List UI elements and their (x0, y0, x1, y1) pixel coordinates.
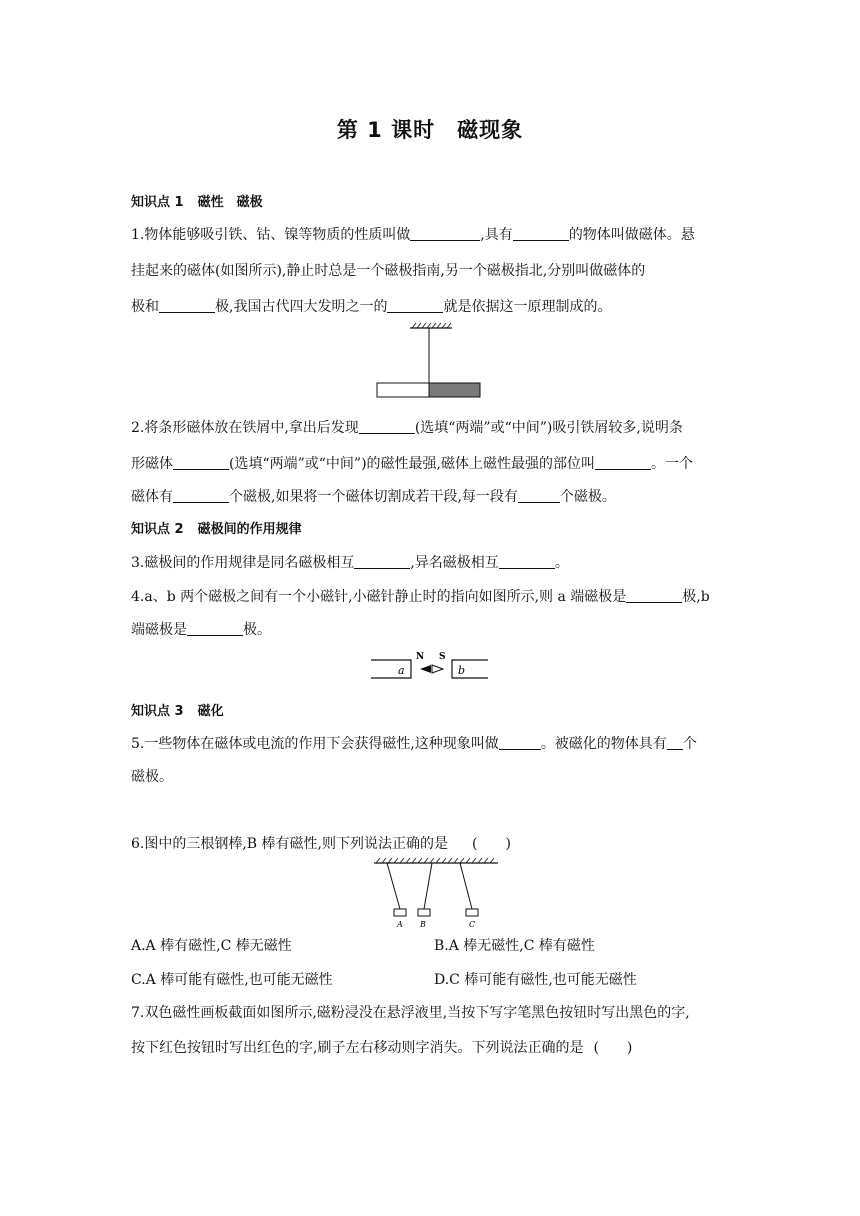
q6-option-b[interactable]: B.A 棒无磁性,C 棒有磁性 (434, 938, 595, 954)
answer-blank[interactable] (173, 488, 229, 503)
q3-line (131, 552, 731, 572)
section-name: 磁化 (197, 704, 224, 719)
answer-blank[interactable] (173, 455, 229, 470)
text: 个磁极,如果将一个磁体切割成若干段,每一段有 (229, 489, 518, 505)
q1-line-3 (131, 296, 731, 316)
text: 磁体有 (131, 489, 173, 505)
answer-blank[interactable] (626, 588, 682, 603)
text: ,异名磁极相互 (410, 555, 499, 571)
bar-a (394, 909, 406, 916)
bar-c-label: C (469, 920, 476, 929)
answer-blank[interactable] (410, 226, 480, 241)
section-heading-2 (131, 518, 302, 537)
text: 1.物体能够吸引铁、钴、镍等物质的性质叫做 (131, 227, 411, 243)
q6-option-d[interactable]: D.C 棒可能有磁性,也可能无磁性 (434, 972, 637, 988)
title-topic: 磁现象 (457, 118, 524, 142)
needle-north-half (420, 665, 431, 673)
text: (选填“两端”或“中间”)吸引铁屑较多,说明条 (414, 420, 683, 436)
suspended-magnet-figure (370, 322, 490, 402)
needle-south-half (432, 665, 443, 673)
text: 按下红色按钮时写出红色的字,刷子左右移动则字消失。下列说法正确的是 (131, 1040, 584, 1056)
text: 。一个 (651, 456, 694, 472)
q7-line-2 (131, 1037, 731, 1057)
text: 形磁体 (131, 456, 173, 472)
answer-blank[interactable] (359, 419, 415, 434)
q1-line-2 (131, 260, 731, 280)
text: 7.双色磁性画板截面如图所示,磁粉浸没在悬浮液里,当按下写字笔黑色按钮时写出黑色的字, (131, 1005, 690, 1021)
text: 4.a、b 两个磁极之间有一个小磁针,小磁针静止时的指向如图所示,则 a 端磁极是 (131, 589, 627, 605)
string-c (460, 863, 472, 909)
q6-option-a[interactable]: A.A 棒有磁性,C 棒无磁性 (131, 938, 292, 954)
text: 磁极。 (131, 769, 173, 785)
text: 5.一些物体在磁体或电流的作用下会获得磁性,这种现象叫做 (131, 736, 499, 752)
q5-line-2 (131, 766, 731, 786)
text: 个磁极。 (559, 489, 616, 505)
answer-blank[interactable] (499, 735, 541, 750)
text: 就是依据这一原理制成的。 (443, 299, 612, 315)
text: 极,b (682, 589, 710, 605)
text: 2.将条形磁体放在铁屑中,拿出后发现 (131, 420, 359, 436)
needle-n-label: N (416, 652, 425, 662)
section-number: 知识点 2 (131, 522, 184, 537)
title-lesson: 第 1 课时 (336, 118, 436, 142)
bar-b (418, 909, 430, 916)
section-number: 知识点 3 (131, 704, 184, 719)
answer-blank[interactable] (387, 298, 443, 313)
text: 。被磁化的物体具有 (540, 736, 667, 752)
answer-blank[interactable] (499, 554, 555, 569)
answer-parentheses[interactable]: ( ) (593, 1040, 633, 1056)
page-title (0, 114, 860, 144)
bar-b-label: B (420, 920, 426, 929)
magnet-light-half (377, 383, 429, 397)
string-b (424, 863, 432, 909)
section-name: 磁极间的作用规律 (197, 522, 302, 537)
q5-line-1 (131, 733, 731, 753)
magnet-poles-figure (368, 650, 492, 684)
needle-s-label: S (439, 652, 446, 662)
text: 6.图中的三根钢棒,B 棒有磁性,则下列说法正确的是 (131, 836, 448, 852)
q7-line-1 (131, 1002, 731, 1022)
bar-c (466, 909, 478, 916)
text: ,具有 (480, 227, 513, 243)
q1-line-1 (131, 224, 731, 244)
answer-blank[interactable] (595, 455, 651, 470)
text: 极,我国古代四大发明之一的 (215, 299, 388, 315)
answer-parentheses[interactable]: ( ) (472, 836, 511, 852)
text: 端磁极是 (131, 622, 187, 638)
hanging-bars-figure (372, 856, 500, 932)
text: 个 (682, 736, 697, 752)
q2-line-2 (131, 453, 731, 473)
answer-blank[interactable] (187, 621, 243, 636)
answer-blank[interactable] (667, 735, 683, 750)
section-heading-1 (131, 191, 263, 210)
magnet-dark-half (429, 383, 480, 397)
text: 极。 (243, 622, 271, 638)
text: 挂起来的磁体(如图所示),静止时总是一个磁极指南,另一个磁极指北,分别叫做磁体的 (131, 263, 646, 279)
answer-blank[interactable] (159, 298, 215, 313)
q6-stem (131, 833, 731, 853)
text: 的物体叫做磁体。悬 (568, 227, 695, 243)
pole-a (371, 660, 411, 678)
text: (选填“两端”或“中间”)的磁性最强,磁体上磁性最强的部位叫 (229, 456, 596, 472)
q4-line-1 (131, 586, 731, 606)
text: 。 (554, 555, 569, 571)
q4-line-2 (131, 619, 731, 639)
answer-blank[interactable] (518, 488, 560, 503)
q2-line-1 (131, 417, 731, 437)
text: 极和 (131, 299, 159, 315)
section-number: 知识点 1 (131, 195, 184, 210)
answer-blank[interactable] (354, 554, 410, 569)
string-a (387, 863, 400, 909)
pole-b-label: b (458, 664, 466, 677)
answer-blank[interactable] (513, 226, 569, 241)
section-heading-3 (131, 700, 224, 719)
section-name: 磁性 磁极 (197, 195, 263, 210)
pole-a-label: a (398, 664, 405, 677)
q6-option-c[interactable]: C.A 棒可能有磁性,也可能无磁性 (131, 972, 333, 988)
q2-line-3 (131, 486, 731, 506)
text: 3.磁极间的作用规律是同名磁极相互 (131, 555, 355, 571)
bar-a-label: A (397, 920, 403, 929)
